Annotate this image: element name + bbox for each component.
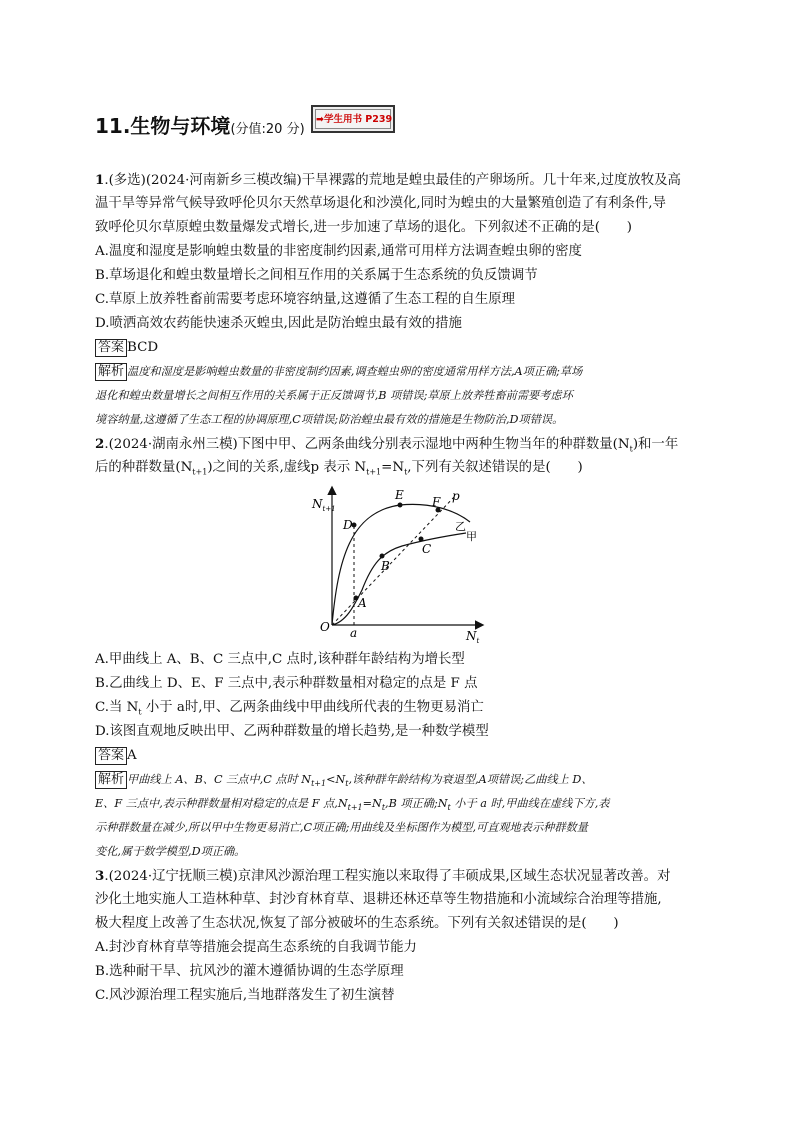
q2-ana-1b: <N [326, 773, 346, 786]
q2-ana-sub5: t [447, 803, 451, 813]
origin-label: O [320, 620, 330, 634]
label-jia: 甲 [466, 530, 477, 543]
q2-option-d: D.该图直观地反映出甲、乙两种群数量的增长趋势,是一种数学模型 [95, 724, 489, 739]
curve-jia [332, 533, 466, 625]
q1-option-a: A.温度和湿度是影响蝗虫数量的非密度制约因素,通常可用样方法调查蝗虫卵的密度 [95, 244, 582, 259]
q3-line-1 [95, 864, 670, 889]
q2-ana-1a: 甲曲线上 A、B、C 三点中,C 点时 N [127, 773, 312, 786]
q2-stem-2c: ,下列有关叙述错误的是( ) [407, 460, 583, 475]
analysis-tag: 解析 [95, 363, 127, 381]
answer-tag: 答案 [95, 747, 127, 765]
point-b [380, 554, 385, 559]
q2-sub-t1: t+1 [192, 467, 208, 477]
label-e: E [395, 488, 404, 502]
q2-analysis-4: 变化,属于数学模型,D项正确。 [95, 845, 246, 858]
q2-stem-1: .(2024·湖南永州三模)下图中甲、乙两条曲线分别表示湿地中两种生物当年的种群数量(N [104, 437, 630, 452]
textbook-page-badge[interactable] [311, 105, 395, 133]
q1-line-2: 温干旱等异常气候导致呼伦贝尔天然草场退化和沙漠化,同时为蝗虫的大量繁殖创造了有利条件,导 [95, 196, 666, 211]
label-yi: 乙 [455, 520, 466, 533]
q2-ana-2a: E、F 三点中,表示种群数量相对稳定的点是 F 点,N [95, 797, 348, 810]
tick-a-label: a [350, 626, 358, 640]
q1-line-1 [95, 168, 681, 193]
label-d: D [343, 518, 353, 532]
q2-number: 2 [95, 436, 105, 452]
q2-ana-2c: ,B 项正确;N [385, 797, 448, 810]
point-c [419, 537, 424, 542]
q1-answer [95, 336, 158, 360]
q2-stem-2a: 后的种群数量(N [95, 460, 193, 475]
q1-option-c: C.草原上放养牲畜前需要考虑环境容纳量,这遵循了生态工程的自生原理 [95, 292, 515, 307]
q3-line-3: 极大程度上改善了生态状况,恢复了部分被破坏的生态系统。下列有关叙述错误的是( ) [95, 916, 619, 931]
x-label: $N_t$ [466, 629, 480, 644]
q1-line-3: 致呼伦贝尔草原蝗虫数量爆发式增长,进一步加速了草场的退化。下列叙述不正确的是( ) [95, 220, 632, 235]
q3-stem-1: .(2024·辽宁抚顺三模)京津风沙源治理工程实施以来取得了丰硕成果,区域生态状况显著改善。对 [104, 869, 671, 884]
q3-option-c: C.风沙源治理工程实施后,当地群落发生了初生演替 [95, 988, 395, 1003]
q1-analysis-1 [95, 360, 582, 384]
q2-ana-sub4: t [381, 803, 386, 813]
q3-line-2: 沙化土地实施人工造林种草、封沙育林育草、退耕还林还草等生物措施和小流域综合治理等措施, [95, 892, 662, 907]
label-c: C [422, 542, 432, 556]
label-b: B [381, 559, 390, 573]
q2-ana-2b: =N [362, 797, 382, 810]
q2-line-2 [95, 456, 583, 485]
q3-option-b: B.选种耐干旱、抗风沙的灌木遵循协调的生态学原理 [95, 964, 404, 979]
q2-answer [95, 744, 137, 768]
q3-option-a: A.封沙育林育草等措施会提高生态系统的自我调节能力 [95, 940, 417, 955]
point-e [398, 503, 403, 508]
label-f: F [432, 495, 441, 509]
q2-ana-sub1: t+1 [311, 779, 327, 789]
q1-analysis-3: 境容纳量,这遵循了生态工程的协调原理,C项错误;防治蝗虫最有效的措施是生物防治,D项错误。 [95, 413, 564, 426]
label-a: A [358, 596, 367, 610]
analysis-tag: 解析 [95, 771, 127, 789]
line-p [332, 495, 456, 625]
q3-number: 3 [95, 868, 105, 884]
q1-option-d: D.喷洒高效农药能快速杀灭蝗虫,因此是防治蝗虫最有效的措施 [95, 316, 462, 331]
q2-option-c-sub: t [138, 707, 142, 717]
q2-option-a: A.甲曲线上 A、B、C 三点中,C 点时,该种群年龄结构为增长型 [95, 652, 465, 667]
q2-option-c-text: C.当 N [95, 700, 139, 715]
q2-analysis-3: 示种群数量在减少,所以甲中生物更易消亡,C项正确;用曲线及坐标图作为模型,可直观地表示种群数量 [95, 821, 588, 834]
q2-option-b: B.乙曲线上 D、E、F 三点中,表示种群数量相对稳定的点是 F 点 [95, 676, 478, 691]
q1-option-b: B.草场退化和蝗虫数量增长之间相互作用的关系属于生态系统的负反馈调节 [95, 268, 538, 283]
q2-ana-sub2: t [345, 779, 349, 789]
population-graph [300, 484, 500, 648]
q2-ana-1c: ,该种群年龄结构为衰退型,A项错误;乙曲线上 D、 [348, 773, 593, 786]
title-text: 11.生物与环境 [95, 114, 231, 138]
label-p: p [452, 489, 460, 503]
q1-analysis-text-1: 温度和湿度是影响蝗虫数量的非密度制约因素,调查蝗虫卵的密度通常用样方法,A项正确;草场 [127, 365, 583, 378]
q2-option-c-tail: 小于 a时,甲、乙两条曲线中甲曲线所代表的生物更易消亡 [141, 700, 484, 715]
q1-stem-1: .(多选)(2024·河南新乡三模改编)干旱裸露的荒地是蝗虫最佳的产卵场所。几十年来,过度放牧及高 [104, 173, 681, 188]
q2-ana-sub3: t+1 [347, 803, 363, 813]
q1-number: 1 [95, 172, 105, 188]
y-label: $N_{t+1}$ [312, 497, 336, 513]
q2-eq: =N [381, 460, 405, 475]
q2-sub-t2: t [404, 467, 408, 477]
q2-sub-t: t [629, 444, 633, 454]
answer-tag: 答案 [95, 339, 127, 357]
badge-label: ➡学生用书 P239 [315, 109, 391, 129]
q1-answer-value: BCD [127, 340, 159, 355]
q2-sub-t1b: t+1 [366, 467, 382, 477]
q2-ana-2d: 小于 a 时,甲曲线在虚线下方,表 [450, 797, 610, 810]
q2-stem-1-tail: )和一年 [632, 437, 679, 452]
q2-answer-value: A [127, 748, 137, 763]
score-text: (分值:20 分) [230, 122, 305, 137]
q2-stem-2b: )之间的关系,虚线p 表示 N [207, 460, 367, 475]
q1-analysis-2: 退化和蝗虫数量增长之间相互作用的关系属于正反馈调节,B 项错误;草原上放养牲畜前需要考虑环 [95, 389, 573, 402]
section-title [95, 110, 305, 139]
